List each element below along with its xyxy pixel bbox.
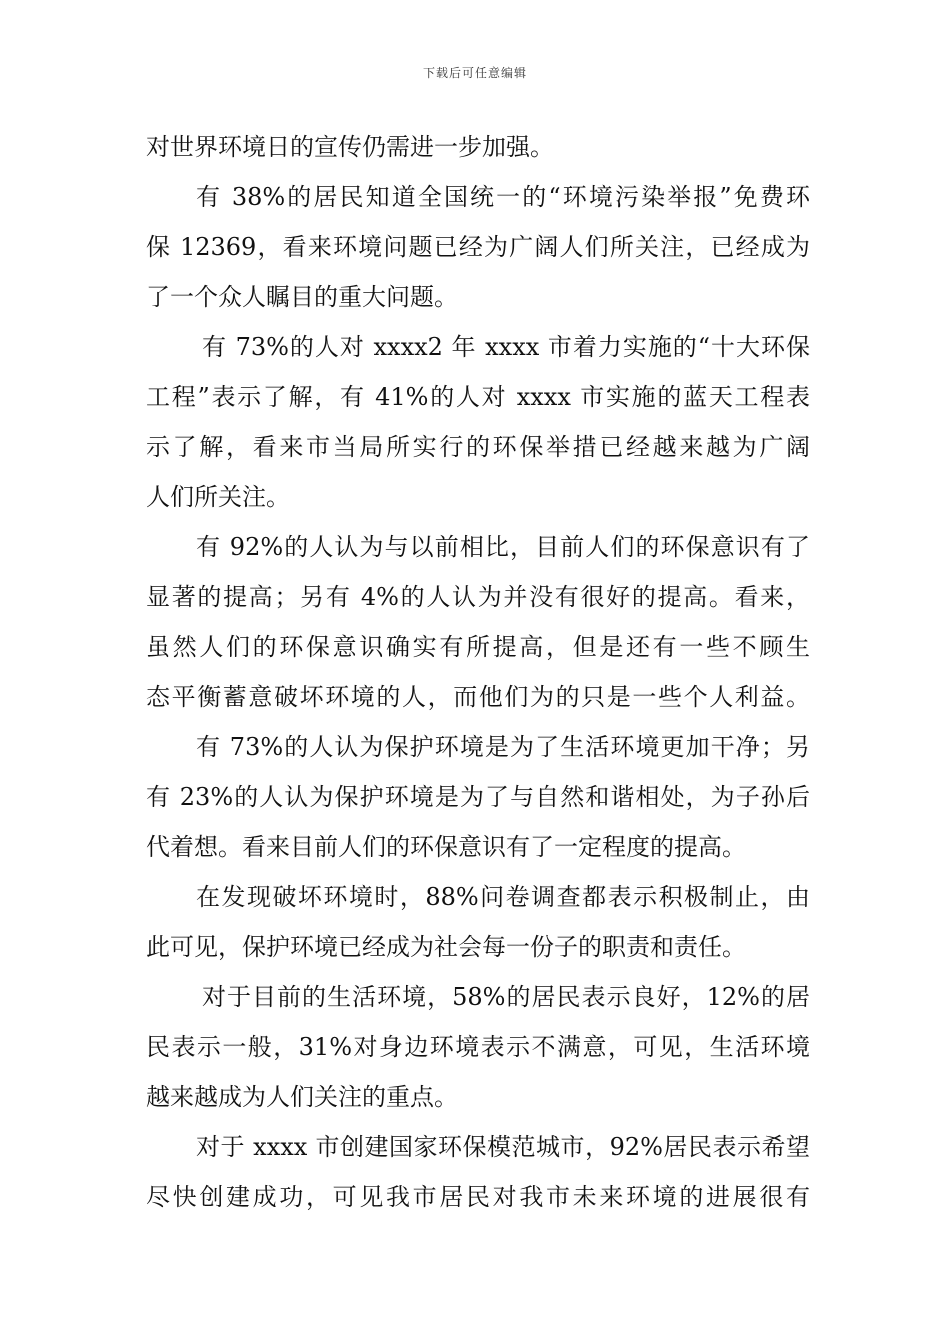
text-line: 人们所关注。 (146, 483, 290, 511)
paragraph (146, 522, 810, 722)
header-note: 下载后可任意编辑 (422, 66, 527, 80)
text-line: 态平衡蓄意破坏环境的人，而他们为的只是一些个人利益。 (146, 683, 810, 711)
text-line: 此可见，保护环境已经成为社会每一份子的职责和责任。 (146, 933, 746, 961)
text-line: 代着想。看来目前人们的环保意识有了一定程度的提高。 (146, 833, 746, 861)
text-line: 民表示一般，31%对身边环境表示不满意，可见，生活环境 (146, 1033, 810, 1061)
text-line: 在发现破坏环境时，88%问卷调查都表示积极制止，由 (196, 883, 810, 911)
text-line: 对世界环境日的宣传仍需进一步加强。 (146, 133, 554, 161)
paragraph (146, 1122, 810, 1222)
text-line: 工程”表示了解，有 41%的人对 xxxx 市实施的蓝天工程表 (146, 383, 810, 411)
text-line: 显著的提高；另有 4%的人认为并没有很好的提高。看来， (146, 583, 810, 611)
text-line: 了一个众人瞩目的重大问题。 (146, 283, 458, 311)
text-line: 有 73%的人认为保护环境是为了生活环境更加干净；另 (196, 733, 810, 761)
text-line: 有 23%的人认为保护环境是为了与自然和谐相处，为子孙后 (146, 783, 810, 811)
text-line: 对于 xxxx 市创建国家环保模范城市，92%居民表示希望 (196, 1133, 810, 1161)
text-line: 尽快创建成功，可见我市居民对我市未来环境的进展很有 (146, 1183, 810, 1211)
body-text (146, 122, 810, 1222)
text-line: 有 73%的人对 xxxx2 年 xxxx 市着力实施的“十大环保 (202, 333, 810, 361)
text-line: 越来越成为人们关注的重点。 (146, 1083, 458, 1111)
text-line: 保 12369，看来环境问题已经为广阔人们所关注，已经成为 (146, 233, 810, 261)
paragraph (146, 972, 810, 1122)
text-line: 对于目前的生活环境，58%的居民表示良好，12%的居 (202, 983, 810, 1011)
text-line: 有 92%的人认为与以前相比，目前人们的环保意识有了 (196, 533, 810, 561)
paragraph (146, 322, 810, 522)
paragraph (146, 722, 810, 872)
text-line: 虽然人们的环保意识确实有所提高，但是还有一些不顾生 (146, 633, 810, 661)
paragraph (146, 872, 810, 972)
paragraph (146, 172, 810, 322)
text-line: 示了解，看来市当局所实行的环保举措已经越来越为广阔 (146, 433, 810, 461)
text-line: 有 38%的居民知道全国统一的“环境污染举报”免费环 (196, 183, 810, 211)
paragraph (146, 122, 810, 172)
